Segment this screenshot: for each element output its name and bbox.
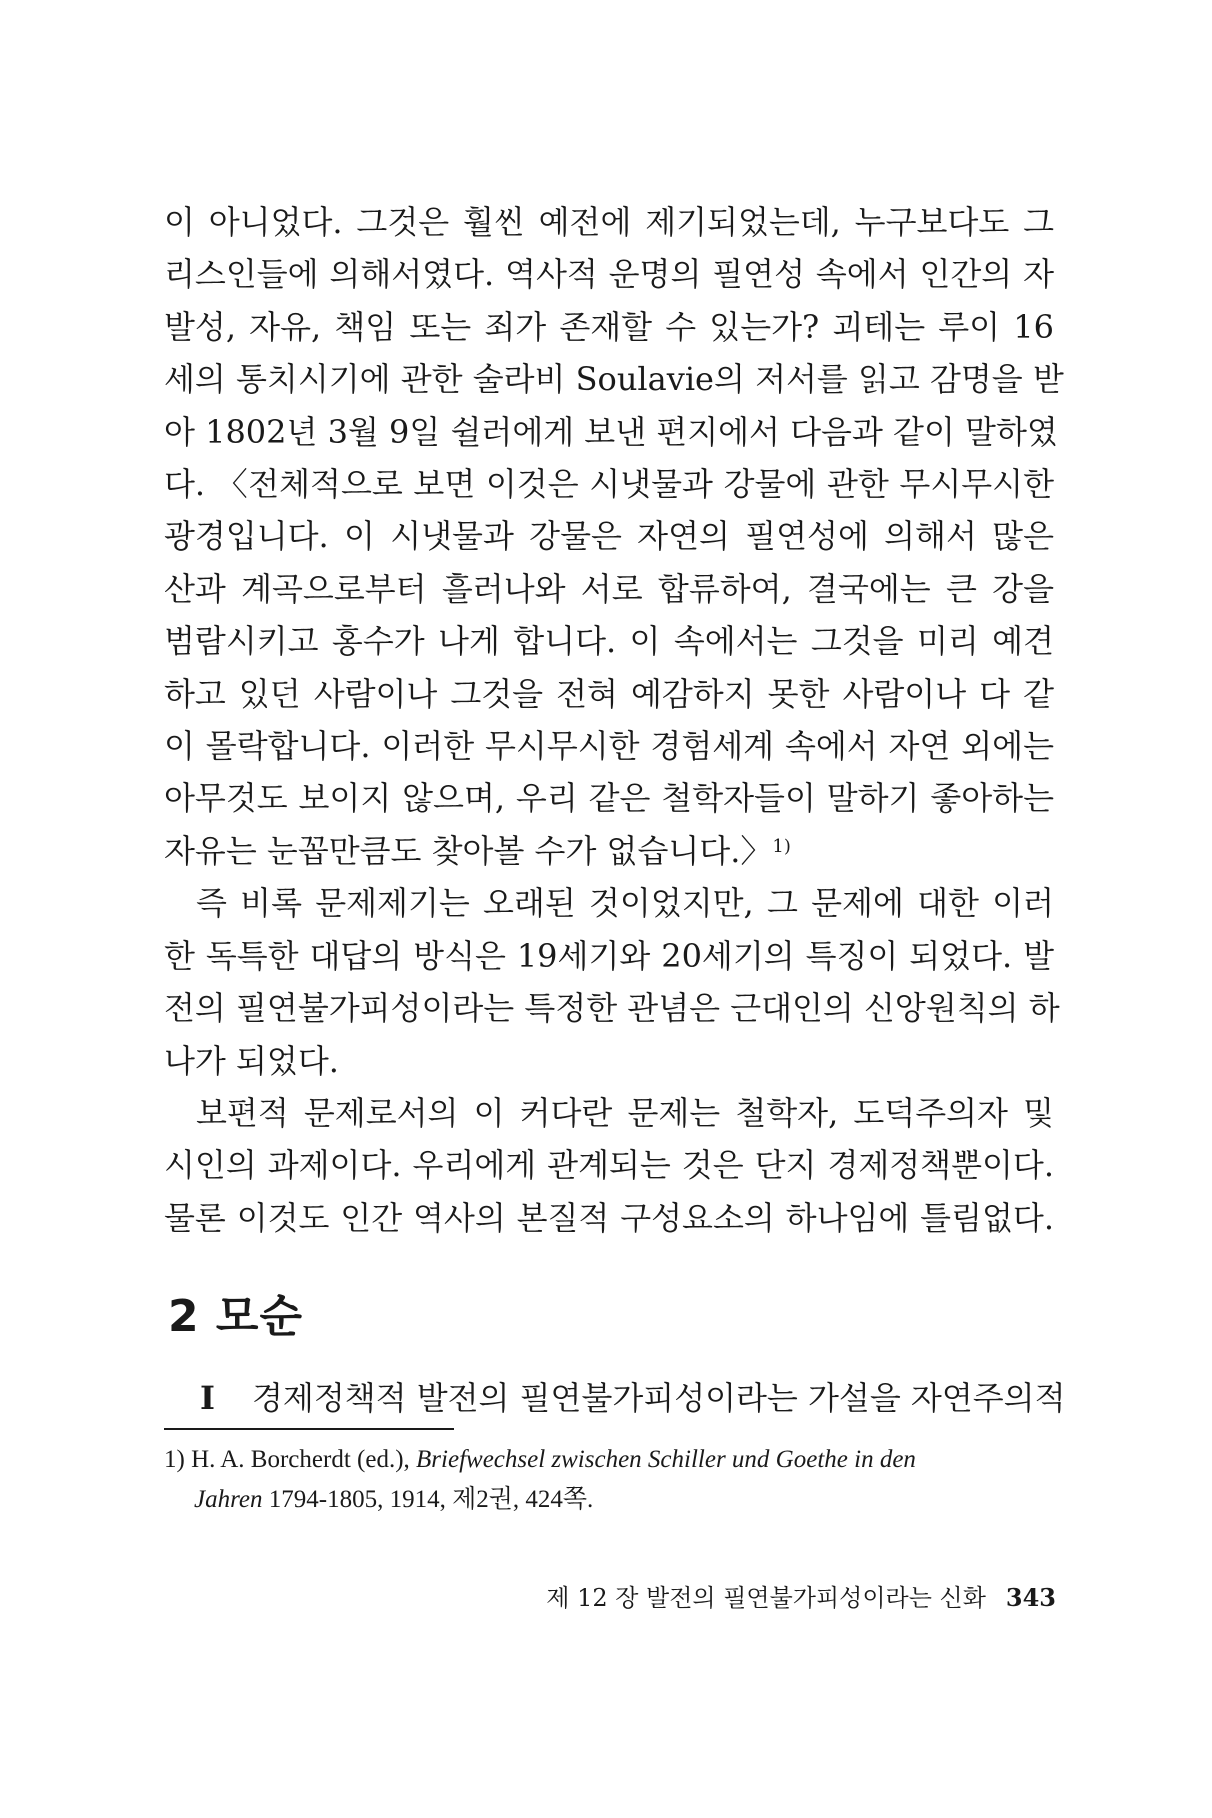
footnote-author: H. A. Borcherdt (ed.), [191,1446,410,1473]
text-line: 이 몰락합니다. 이러한 무시무시한 경험세계 속에서 자연 외에는 [164,727,1054,766]
footnote-line [164,1480,1054,1520]
running-footer [546,1578,1056,1613]
footnote-details: 1794-1805, 1914, 제2권, 424쪽. [268,1486,594,1513]
text-line [164,825,1054,877]
chapter-title: 제 12 장 발전의 필연불가피성이라는 신화 [546,1584,986,1612]
page-number: 343 [1005,1583,1056,1612]
text-line: 하고 있던 사람이나 그것을 전혀 예감하지 못한 사람이나 다 같 [164,674,1054,713]
text-line: 범람시키고 홍수가 나게 합니다. 이 속에서는 그것을 미리 예견 [164,622,1054,661]
text-line: 나가 되었다. [164,1041,339,1080]
text-line: 광경입니다. 이 시냇물과 강물은 자연의 필연성에 의해서 많은 [164,517,1054,556]
text-line: 아무것도 보이지 않으며, 우리 같은 철학자들이 말하기 좋아하는 [164,779,1054,818]
subsection-text: 경제정책적 발전의 필연불가피성이라는 가설을 자연주의적 [252,1379,1066,1417]
text-line: 시인의 과제이다. 우리에게 관계되는 것은 단지 경제정책뿐이다. [164,1146,1054,1185]
text-line: 보편적 문제로서의 이 커다란 문제는 철학자, 도덕주의자 및 [196,1093,1054,1132]
text-line-content: 자유는 눈꼽만큼도 찾아볼 수가 없습니다.〉 [164,831,773,870]
footnote [164,1440,1054,1520]
subsection-line [200,1372,1066,1424]
text-line: 이 아니었다. 그것은 훨씬 예전에 제기되었는데, 누구보다도 그 [164,203,1054,241]
paragraph-1 [164,196,1064,877]
text-line: 발성, 자유, 책임 또는 죄가 존재할 수 있는가? 괴테는 루이 16 [164,307,1054,346]
footnote-divider [164,1428,454,1430]
text-line: 세의 통치시기에 관한 술라비 Soulavie의 저서를 읽고 감명을 받 [164,360,1064,399]
text-line: 물론 이것도 인간 역사의 본질적 구성요소의 하나임에 틀림없다. [164,1198,1054,1237]
text-line: 즉 비록 문제제기는 오래된 것이었지만, 그 문제에 대한 이러 [196,884,1054,923]
text-line: 아 1802년 3월 9일 쉴러에게 보낸 편지에서 다음과 같이 말하였 [164,412,1058,451]
text-line: 산과 계곡으로부터 흘러나와 서로 합류하여, 결국에는 큰 강을 [164,569,1054,608]
footnote-line [164,1440,1054,1480]
paragraph-2 [164,877,1060,1087]
body-text [164,196,1064,1244]
subsection-number: I [200,1379,215,1417]
footnote-title: Briefwechsel zwischen Schiller und Goethe in den [416,1446,916,1473]
text-line: 리스인들에 의해서였다. 역사적 운명의 필연성 속에서 인간의 자 [164,255,1054,294]
section-heading: 2 모순 [168,1291,303,1342]
footnote-marker: 1) [164,1446,185,1473]
text-line: 전의 필연불가피성이라는 특정한 관념은 근대인의 신앙원칙의 하 [164,989,1060,1028]
footnote-title-cont: Jahren [194,1486,263,1513]
footnote-reference[interactable]: 1) [772,835,791,857]
text-line: 한 독특한 대답의 방식은 19세기와 20세기의 특징이 되었다. 발 [164,936,1054,975]
text-line: 다. 〈전체적으로 보면 이것은 시냇물과 강물에 관한 무시무시한 [164,465,1054,504]
paragraph-3 [164,1087,1054,1244]
